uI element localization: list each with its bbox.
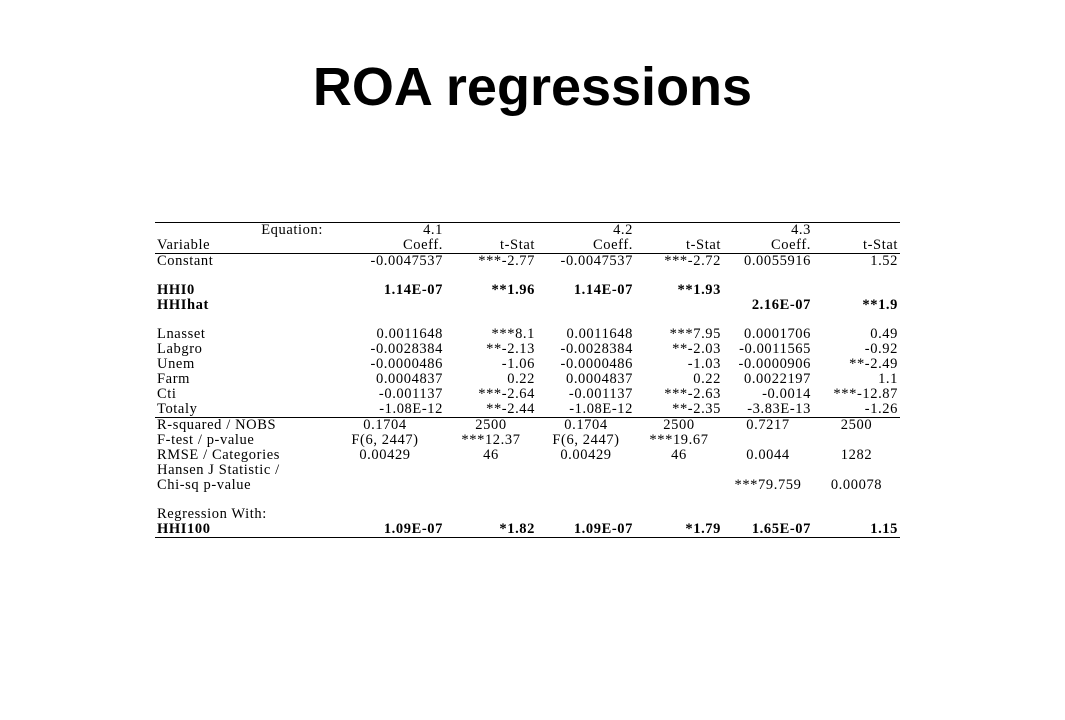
table-cell: -1.08E-12 xyxy=(537,402,635,418)
table-cell: -1.26 xyxy=(813,402,900,418)
table-cell: -0.0047537 xyxy=(370,253,443,269)
regression-table xyxy=(155,222,900,538)
table-cell: 0.1704 xyxy=(564,417,608,433)
table-cell: 1.14E-07 xyxy=(383,283,443,298)
table-cell xyxy=(723,283,813,298)
table-cell: 0.0022197 xyxy=(743,372,811,387)
table-cell: Lnasset xyxy=(157,327,206,342)
table-cell xyxy=(635,463,723,478)
spacer-cell xyxy=(155,313,900,327)
table-cell: **1.9 xyxy=(862,298,898,313)
table-cell: RMSE / Categories xyxy=(157,448,280,463)
table-cell: **-2.44 xyxy=(445,402,537,418)
table-cell: ***7.95 xyxy=(669,327,721,342)
table-cell xyxy=(723,433,813,448)
table-cell: 4.1 xyxy=(325,223,445,239)
table-cell: 0.0011648 xyxy=(376,327,443,342)
regression-with-row xyxy=(155,507,900,522)
table-cell: HHI100 xyxy=(155,522,325,538)
table-cell xyxy=(813,507,900,522)
table-cell: 0.0055916 xyxy=(743,253,811,269)
spacer-cell xyxy=(155,493,900,507)
table-cell: Chi-sq p-value xyxy=(157,478,252,493)
stats-row xyxy=(155,418,900,434)
table-cell: -0.0000486 xyxy=(370,357,443,372)
table-cell: 2500 xyxy=(663,417,695,433)
table-cell xyxy=(325,298,445,313)
hhihat-row xyxy=(155,298,900,313)
hansen-row xyxy=(155,478,900,493)
table-cell: 0.49 xyxy=(870,327,898,342)
table-cell: Cti xyxy=(157,387,177,402)
table-cell: Constant xyxy=(157,253,214,269)
table-cell: -3.83E-13 xyxy=(723,402,813,418)
table-cell: -0.92 xyxy=(864,342,898,357)
table-cell: ***8.1 xyxy=(491,327,535,342)
table-cell xyxy=(445,478,537,493)
table-cell: -1.06 xyxy=(501,357,535,372)
table-cell: 46 xyxy=(483,448,499,463)
table-cell: 4.3 xyxy=(723,223,813,239)
table-cell: Variable xyxy=(155,238,325,254)
table-row xyxy=(155,357,900,372)
table-cell: 1.52 xyxy=(870,253,898,269)
table-cell: -0.0028384 xyxy=(370,342,443,357)
table-cell: 0.00429 xyxy=(560,448,612,463)
table-cell: 1.09E-07 xyxy=(325,522,445,538)
table-cell xyxy=(537,478,635,493)
table-cell: Unem xyxy=(157,357,195,372)
table-cell xyxy=(445,463,537,478)
table-cell: -1.08E-12 xyxy=(325,402,445,418)
table-cell: 2500 xyxy=(475,417,507,433)
table-cell xyxy=(813,433,900,448)
table-row xyxy=(155,387,900,402)
table-cell: 0.00078 xyxy=(830,478,883,493)
table-cell: 0.0044 xyxy=(746,448,790,463)
table-cell: R-squared / NOBS xyxy=(157,417,277,433)
constant-row xyxy=(155,254,900,270)
table-cell: ***-2.63 xyxy=(664,387,721,402)
table-cell: *1.79 xyxy=(635,522,723,538)
table-cell: **-2.49 xyxy=(849,357,898,372)
table-cell: t-Stat xyxy=(813,238,900,254)
regression-table-container xyxy=(155,222,900,538)
spacer-row xyxy=(155,313,900,327)
table-cell: -0.0000906 xyxy=(738,357,811,372)
table-cell: *1.82 xyxy=(445,522,537,538)
table-cell: -0.001137 xyxy=(568,387,633,402)
table-cell: 0.22 xyxy=(693,372,721,387)
table-cell: Coeff. xyxy=(325,238,445,254)
table-cell: **-2.13 xyxy=(486,342,535,357)
table-cell: F-test / p-value xyxy=(157,433,255,448)
table-cell xyxy=(325,478,445,493)
table-cell xyxy=(537,507,635,522)
table-row xyxy=(155,402,900,418)
table-cell: ***-2.64 xyxy=(478,387,535,402)
table-cell: ***19.67 xyxy=(649,433,709,448)
table-cell: 0.7217 xyxy=(746,417,790,433)
table-cell: 1.65E-07 xyxy=(723,522,813,538)
table-cell: 1282 xyxy=(840,448,873,463)
hansen-label-row xyxy=(155,463,900,478)
table-cell: Totaly xyxy=(155,402,325,418)
table-cell: -0.001137 xyxy=(378,387,443,402)
table-cell: -0.0011565 xyxy=(739,342,811,357)
table-cell: Hansen J Statistic / xyxy=(157,463,280,478)
table-cell: **1.96 xyxy=(491,283,535,298)
table-cell: 4.2 xyxy=(537,223,635,239)
spacer-row xyxy=(155,493,900,507)
slide-title: ROA regressions xyxy=(312,57,753,117)
stats-row xyxy=(155,448,900,463)
table-cell: 0.00429 xyxy=(359,448,411,463)
table-cell xyxy=(537,463,635,478)
table-cell: **-2.35 xyxy=(635,402,723,418)
hhi0-row xyxy=(155,283,900,298)
table-cell: t-Stat xyxy=(445,238,537,254)
table-cell: 0.0011648 xyxy=(566,327,633,342)
table-cell xyxy=(813,283,900,298)
table-cell: 46 xyxy=(671,448,687,463)
table-cell: 0.1704 xyxy=(363,417,407,433)
table-cell xyxy=(635,223,723,239)
table-cell xyxy=(445,298,537,313)
table-cell: 0.0004837 xyxy=(565,372,633,387)
table-cell: Labgro xyxy=(157,342,203,357)
table-cell: -0.0000486 xyxy=(560,357,633,372)
table-cell: 1.15 xyxy=(813,522,900,538)
table-cell: ***-2.77 xyxy=(478,253,535,269)
table-cell: ***-12.87 xyxy=(833,387,898,402)
table-cell: Equation: xyxy=(155,223,325,239)
header-row xyxy=(155,238,900,254)
table-cell: 1.09E-07 xyxy=(537,522,635,538)
table-cell: HHIhat xyxy=(157,298,209,313)
hhi100-row xyxy=(155,522,900,538)
table-cell: Farm xyxy=(157,372,191,387)
table-cell: **1.93 xyxy=(677,283,721,298)
table-cell: 2500 xyxy=(840,417,873,433)
table-cell: HHI0 xyxy=(157,283,195,298)
table-cell: 1.14E-07 xyxy=(573,283,633,298)
table-cell xyxy=(445,507,537,522)
table-cell: -0.0014 xyxy=(762,387,811,402)
table-cell xyxy=(723,463,813,478)
regression-table-body xyxy=(155,223,900,538)
spacer-row xyxy=(155,269,900,283)
table-cell: ***-2.72 xyxy=(664,253,721,269)
table-row xyxy=(155,342,900,357)
table-cell: 2.16E-07 xyxy=(751,298,811,313)
table-cell xyxy=(445,223,537,239)
equation-row xyxy=(155,223,900,239)
table-cell: t-Stat xyxy=(635,238,723,254)
stats-row xyxy=(155,433,900,448)
table-cell: Coeff. xyxy=(723,238,813,254)
table-cell: Coeff. xyxy=(537,238,635,254)
table-cell xyxy=(635,478,723,493)
table-cell: 0.22 xyxy=(507,372,535,387)
table-cell: Regression With: xyxy=(157,507,267,522)
table-cell: ***79.759 xyxy=(734,478,802,493)
table-cell: 1.1 xyxy=(878,372,898,387)
table-cell: **-2.03 xyxy=(672,342,721,357)
table-cell: F(6, 2447) xyxy=(351,433,419,448)
table-cell: -0.0028384 xyxy=(560,342,633,357)
table-row xyxy=(155,372,900,387)
table-cell xyxy=(635,507,723,522)
table-cell: -0.0047537 xyxy=(560,253,633,269)
table-cell xyxy=(635,298,723,313)
table-cell: ***12.37 xyxy=(461,433,521,448)
table-cell: 0.0001706 xyxy=(743,327,811,342)
table-cell: F(6, 2447) xyxy=(552,433,620,448)
spacer-cell xyxy=(155,269,900,283)
table-cell xyxy=(537,298,635,313)
table-cell: 0.0004837 xyxy=(375,372,443,387)
table-cell: -1.03 xyxy=(687,357,721,372)
table-cell xyxy=(723,507,813,522)
table-row xyxy=(155,327,900,342)
table-cell xyxy=(813,223,900,239)
